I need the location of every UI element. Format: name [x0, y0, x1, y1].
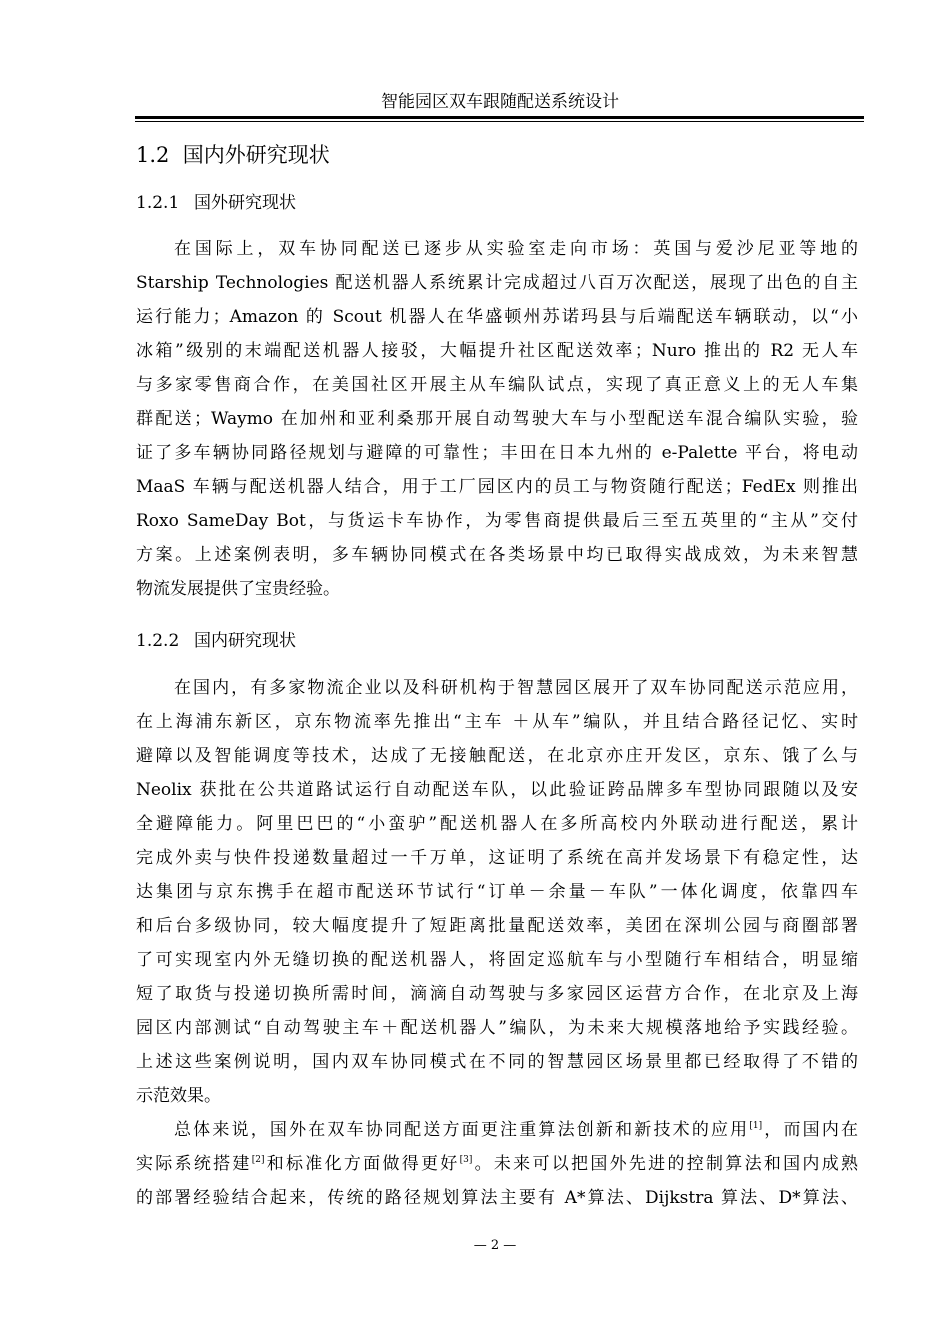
text-line: 群配送；Waymo 在加州和亚利桑那开展自动驾驶大车与小型配送车混合编队实验，验: [136, 409, 858, 429]
text-line: 冰箱”级别的末端配送机器人接驳，大幅提升社区配送效率；Nuro 推出的 R2 无人车: [136, 341, 858, 361]
citation-ref[interactable]: [2]: [251, 1155, 265, 1165]
text-run: 总体来说，国外在双车协同配送方面更注重算法创新和新技术的应用: [174, 1120, 750, 1140]
text-line: 园区内部测试“自动驾驶主车＋配送机器人”编队，为未来大规模落地给予实践经验。: [136, 1018, 858, 1038]
text-line: 全避障能力。阿里巴巴的“小蛮驴”配送机器人在多所高校内外联动进行配送，累计: [136, 814, 858, 834]
header-rule-thin: [135, 121, 864, 122]
text-line: 达集团与京东携手在超市配送环节试行“订单－余量－车队”一体化调度，依靠四车: [136, 882, 858, 902]
subsection-title: 国内研究现状: [194, 631, 296, 651]
text-line: [174, 1118, 858, 1142]
page-number: — 2 —: [473, 1238, 517, 1253]
text-run: ，而国内在: [762, 1120, 859, 1140]
text-line: 上述这些案例说明，国内双车协同模式在不同的智慧园区场景里都已经取得了不错的: [136, 1052, 858, 1072]
subsection-heading-domestic: [136, 629, 296, 653]
running-header: 智能园区双车跟随配送系统设计: [381, 92, 619, 112]
text-line: 物流发展提供了宝贵经验。: [136, 579, 340, 599]
text-line: MaaS 车辆与配送机器人结合，用于工厂园区内的员工与物资随行配送；FedEx 则推出: [136, 477, 858, 497]
section-title: 国内外研究现状: [182, 143, 330, 167]
text-line: [136, 1152, 858, 1176]
text-run: 和标准化方面做得更好: [264, 1154, 460, 1174]
text-line: 在上海浦东新区，京东物流率先推出“主车 ＋从车”编队，并且结合路径记忆、实时: [136, 712, 858, 732]
section-heading: [136, 141, 330, 169]
text-line: 证了多车辆协同路径规划与避障的可靠性；丰田在日本九州的 e-Palette 平台，将电动: [136, 443, 858, 463]
citation-ref[interactable]: [1]: [749, 1121, 763, 1131]
header-rule-thick: [135, 116, 864, 119]
text-line: 运行能力；Amazon 的 Scout 机器人在华盛顿州苏诺玛县与后端配送车辆联动，以“小: [136, 307, 858, 327]
section-number: 1.2: [136, 143, 170, 167]
text-line: 与多家零售商合作，在美国社区开展主从车编队试点，实现了真正意义上的无人车集: [136, 375, 858, 395]
text-line: 在国际上，双车协同配送已逐步从实验室走向市场：英国与爱沙尼亚等地的: [174, 239, 858, 259]
text-run: 实际系统搭建: [136, 1154, 252, 1174]
subsection-number: 1.2.1: [136, 193, 180, 213]
text-line: 示范效果。: [136, 1086, 221, 1106]
citation-ref[interactable]: [3]: [459, 1155, 473, 1165]
text-line: 方案。上述案例表明，多车辆协同模式在各类场景中均已取得实战成效，为未来智慧: [136, 545, 858, 565]
text-line: Roxo SameDay Bot，与货运卡车协作，为零售商提供最后三至五英里的“主从”交付: [136, 511, 858, 531]
text-line: 避障以及智能调度等技术，达成了无接触配送，在北京亦庄开发区，京东、饿了么与: [136, 746, 858, 766]
subsection-number: 1.2.2: [136, 631, 180, 651]
text-line: Neolix 获批在公共道路试运行自动配送车队，以此验证跨品牌多车型协同跟随以及安: [136, 780, 858, 800]
text-line: 短了取货与投递切换所需时间，滴滴自动驾驶与多家园区运营方合作，在北京及上海: [136, 984, 858, 1004]
text-line: 完成外卖与快件投递数量超过一千万单，这证明了系统在高并发场景下有稳定性，达: [136, 848, 858, 868]
subsection-heading-foreign: [136, 191, 296, 215]
text-line: 和后台多级协同，较大幅度提升了短距离批量配送效率，美团在深圳公园与商圈部署: [136, 916, 858, 936]
text-line: 了可实现室内外无缝切换的配送机器人，将固定巡航车与小型随行车相结合，明显缩: [136, 950, 858, 970]
text-line: 的部署经验结合起来，传统的路径规划算法主要有 A*算法、Dijkstra 算法、D*算法、: [136, 1188, 858, 1208]
text-run: 。未来可以把国外先进的控制算法和国内成熟: [472, 1154, 859, 1174]
subsection-title: 国外研究现状: [194, 193, 296, 213]
text-line: Starship Technologies 配送机器人系统累计完成超过八百万次配送，展现了出色的自主: [136, 273, 858, 293]
text-line: 在国内，有多家物流企业以及科研机构于智慧园区展开了双车协同配送示范应用，: [174, 678, 858, 698]
